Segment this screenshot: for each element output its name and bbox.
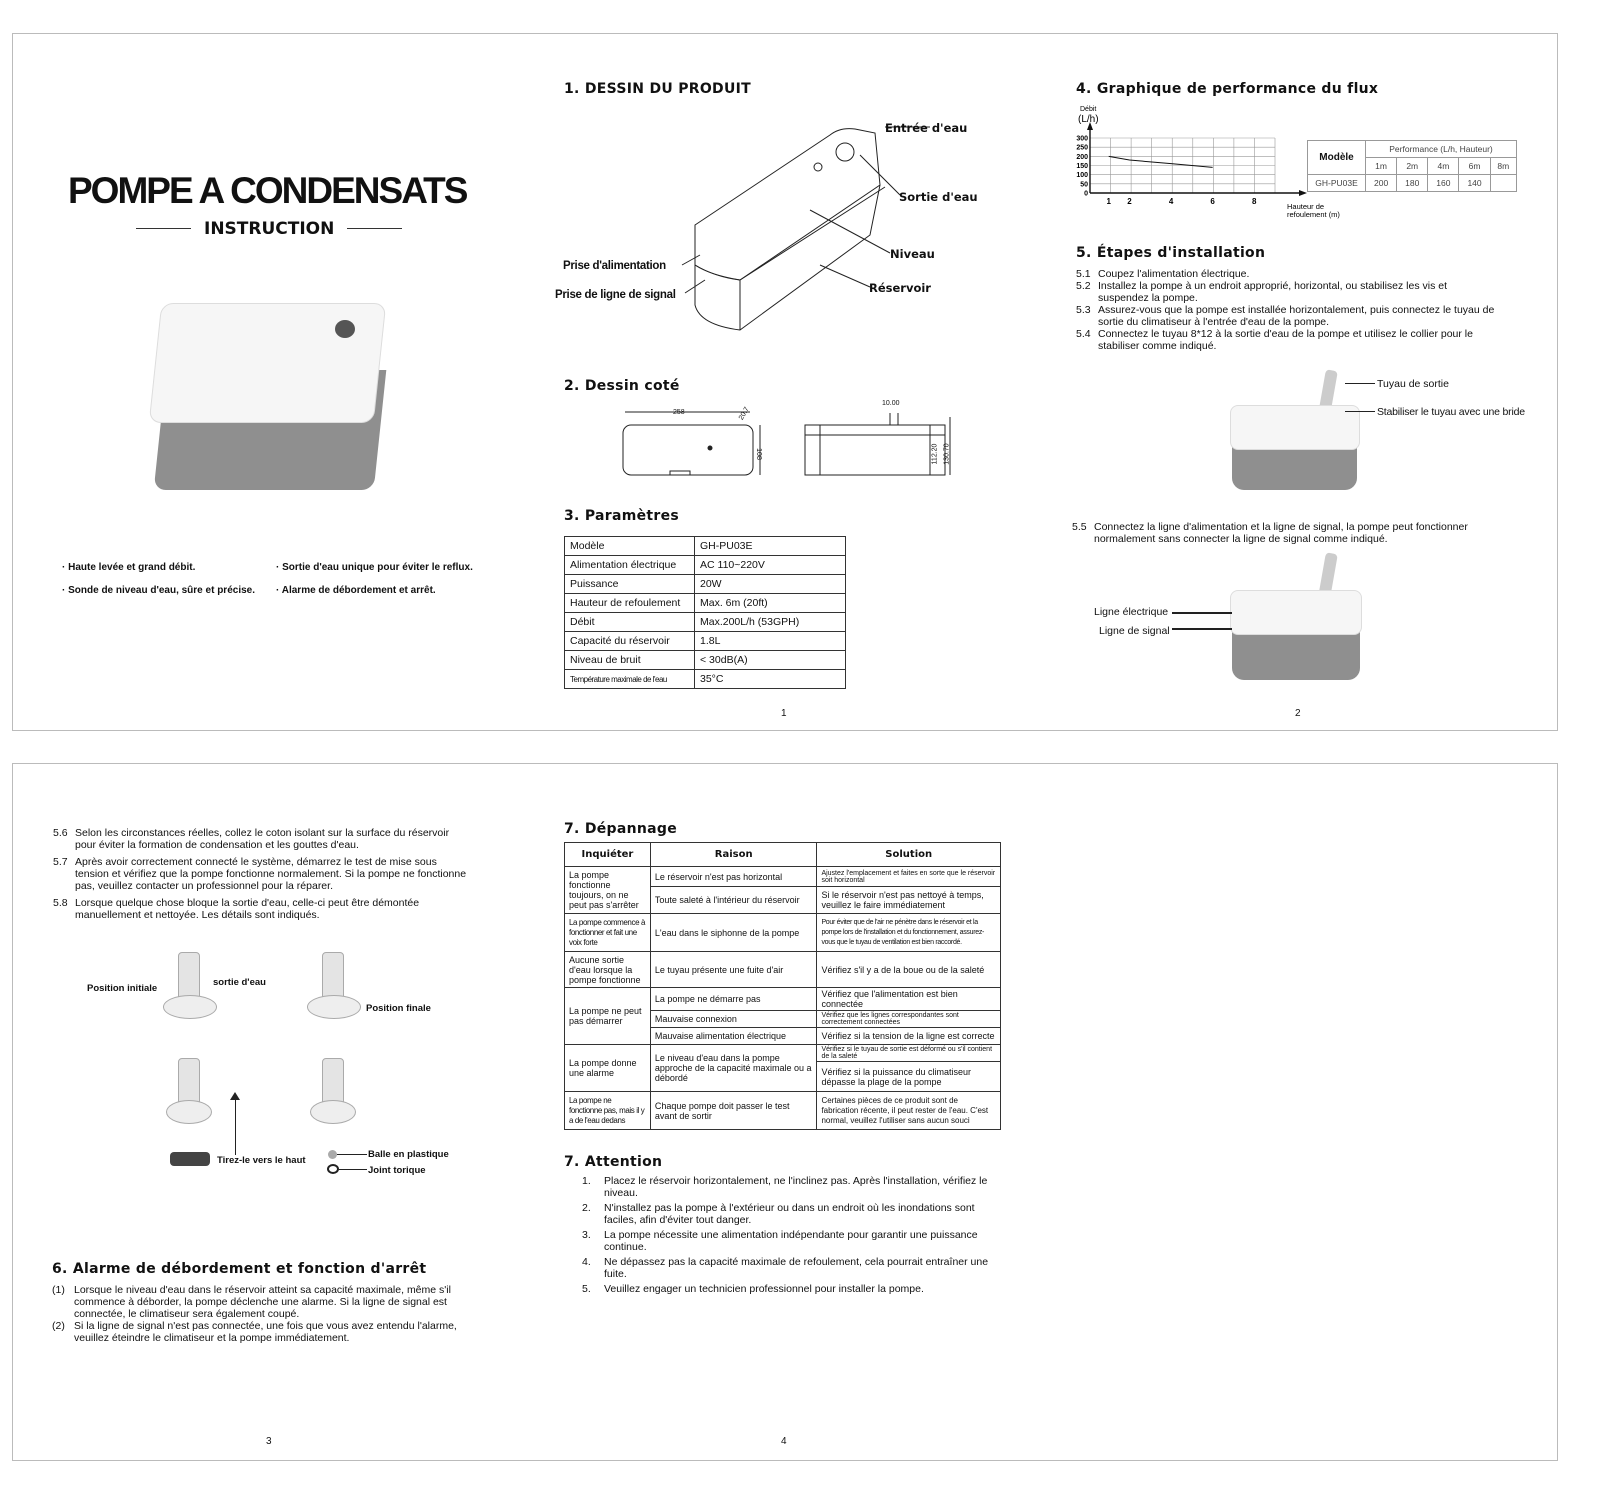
problem-cell: Aucune sortie d'eau lorsque la pompe fonctionne bbox=[565, 952, 651, 988]
feature: · Haute levée et grand débit. bbox=[62, 562, 196, 573]
solution-cell: Ajustez l'emplacement et faites en sorte que le réservoir soit horizontal bbox=[817, 867, 1001, 887]
item-number: 5.2 bbox=[1076, 280, 1091, 292]
height-cell: 2m bbox=[1397, 158, 1428, 175]
param-row bbox=[565, 651, 846, 670]
item-text: Assurez-vous que la pompe est installée horizontalement, puis connectez le tuyau de sortie du climatiseur à l'entrée d'eau de la pompe. bbox=[1098, 304, 1495, 328]
y-axis-label-unit: (L/h) bbox=[1078, 114, 1099, 125]
label-initial: Position initiale bbox=[87, 983, 158, 994]
section-title: 4. Graphique de performance du flux bbox=[1076, 81, 1379, 97]
y-tick-label: 0 bbox=[1084, 190, 1088, 198]
label-reservoir: Réservoir bbox=[869, 281, 931, 295]
param-name: Capacité du réservoir bbox=[565, 632, 695, 651]
label-final: Position finale bbox=[366, 1003, 431, 1014]
param-row bbox=[565, 594, 846, 613]
section-title: 2. Dessin coté bbox=[564, 378, 680, 394]
page-number: 4 bbox=[781, 1436, 787, 1447]
item-text: Veuillez engager un technicien professionnel pour installer la pompe. bbox=[604, 1283, 924, 1295]
item-text: Après avoir correctement connecté le système, démarrez le test de mise sous tension et vérifiez que la pompe fonctionne normalement. Si la pompe ne fonctionne pas, veuillez contacter un professionnel pour la réparer. bbox=[75, 856, 467, 892]
parameters-table bbox=[564, 536, 846, 689]
list-item bbox=[52, 1284, 492, 1320]
param-row bbox=[565, 537, 846, 556]
list-item bbox=[582, 1175, 1002, 1199]
col-header: Raison bbox=[650, 843, 817, 867]
label-outlet: Sortie d'eau bbox=[899, 190, 978, 204]
item-number: 1. bbox=[582, 1175, 591, 1187]
product-line-drawing bbox=[550, 115, 1000, 345]
item-number: 5.1 bbox=[1076, 268, 1091, 280]
item-text: Lorsque quelque chose bloque la sortie d'eau, celle-ci peut être démontée manuellement et nettoyée. Les détails sont indiqués. bbox=[75, 897, 420, 921]
label-power: Prise d'alimentation bbox=[563, 260, 666, 272]
list-item bbox=[582, 1229, 1002, 1253]
x-tick-label: 2 bbox=[1127, 197, 1132, 206]
x-tick-label: 6 bbox=[1210, 197, 1215, 206]
reason-cell: Le niveau d'eau dans la pompe approche de la capacité maximale ou a débordé bbox=[650, 1045, 817, 1092]
list-item bbox=[582, 1283, 1002, 1295]
x-axis-label-line2: refoulement (m) bbox=[1287, 210, 1340, 219]
y-axis-label-name: Débit bbox=[1080, 106, 1097, 113]
param-name: Modèle bbox=[565, 537, 695, 556]
x-tick-label: 4 bbox=[1168, 197, 1174, 206]
item-text: N'installez pas la pompe à l'extérieur ou dans un endroit où les inondations sont faciles, afin d'éviter tout danger. bbox=[604, 1202, 975, 1226]
page-number: 1 bbox=[781, 708, 787, 719]
dim: 112.20 bbox=[931, 443, 939, 465]
x-axis-label-line1: Hauteur de bbox=[1287, 202, 1325, 211]
list-item bbox=[582, 1256, 1002, 1280]
param-value: < 30dB(A) bbox=[695, 651, 846, 670]
param-name: Hauteur de refoulement bbox=[565, 594, 695, 613]
label-inlet: Entrée d'eau bbox=[885, 121, 968, 135]
feature: · Sonde de niveau d'eau, sûre et précise. bbox=[62, 585, 255, 596]
param-row bbox=[565, 613, 846, 632]
reason-cell: Toute saleté à l'intérieur du réservoir bbox=[650, 887, 817, 914]
item-number: (2) bbox=[52, 1320, 65, 1332]
height-cell: 4m bbox=[1428, 158, 1459, 175]
label-pipe: Tuyau de sortie bbox=[1377, 378, 1449, 390]
list-item bbox=[1076, 304, 1496, 328]
page-number: 3 bbox=[266, 1436, 272, 1447]
solution-cell: Vérifiez s'il y a de la boue ou de la saleté bbox=[817, 952, 1001, 988]
section-title: 3. Paramètres bbox=[564, 508, 680, 524]
y-tick-label: 200 bbox=[1076, 153, 1088, 161]
section-title: 7. Attention bbox=[564, 1154, 663, 1170]
item-number: 4. bbox=[582, 1256, 591, 1268]
item-text: Si la ligne de signal n'est pas connectée, une fois que vous avez entendu l'alarme, veuillez éteindre le climatiseur et la pompe immédiatement. bbox=[74, 1320, 457, 1344]
value-cell: 140 bbox=[1459, 175, 1490, 192]
height-cell: 8m bbox=[1490, 158, 1516, 175]
solution-cell: Vérifiez si la tension de la ligne est correcte bbox=[817, 1028, 1001, 1045]
value-cell bbox=[1490, 175, 1516, 192]
list-item bbox=[582, 1202, 1002, 1226]
item-number: 5.6 bbox=[53, 827, 68, 839]
y-tick-label: 300 bbox=[1076, 135, 1088, 143]
install-step: 5.5 Connectez la ligne d'alimentation et la ligne de signal, la pompe peut fonctionner normalement sans connecter la ligne de signal comme indiqué. bbox=[1072, 521, 1468, 545]
reason-cell: La pompe ne démarre pas bbox=[650, 988, 817, 1011]
item-number: 5.7 bbox=[53, 856, 68, 868]
list-item bbox=[53, 897, 473, 921]
dimension-drawing bbox=[610, 395, 960, 485]
model-cell: GH-PU03E bbox=[1308, 175, 1366, 192]
item-text: Ne dépassez pas la capacité maximale de refoulement, cela pourrait entraîner une fuite. bbox=[604, 1256, 989, 1280]
item-number: (1) bbox=[52, 1284, 65, 1296]
section-title: 5. Étapes d'installation bbox=[1076, 245, 1266, 261]
item-text: Installez la pompe à un endroit approprié, horizontal, ou stabilisez les vis et suspendez la pompe. bbox=[1098, 280, 1448, 304]
label-oring: Joint torique bbox=[368, 1165, 426, 1176]
x-tick-label: 1 bbox=[1106, 197, 1111, 206]
problem-cell: La pompe ne peut pas démarrer bbox=[565, 988, 651, 1045]
feature: · Alarme de débordement et arrêt. bbox=[276, 585, 436, 596]
item-number: 5. bbox=[582, 1283, 591, 1295]
value-cell: 200 bbox=[1366, 175, 1397, 192]
item-number: 2. bbox=[582, 1202, 591, 1214]
x-tick-label: 8 bbox=[1251, 197, 1257, 206]
reason-cell: Le tuyau présente une fuite d'air bbox=[650, 952, 817, 988]
performance-table bbox=[1307, 140, 1517, 192]
label-outlet: sortie d'eau bbox=[213, 977, 266, 988]
param-value: 1.8L bbox=[695, 632, 846, 651]
param-value: Max. 6m (20ft) bbox=[695, 594, 846, 613]
reason-cell: Le réservoir n'est pas horizontal bbox=[650, 867, 817, 887]
param-name: Débit bbox=[565, 613, 695, 632]
list-item bbox=[53, 856, 473, 892]
param-row bbox=[565, 556, 846, 575]
cover-subtitle: INSTRUCTION bbox=[204, 219, 335, 239]
solution-cell: Vérifiez si la puissance du climatiseur dépasse la plage de la pompe bbox=[817, 1062, 1001, 1092]
param-value: GH-PU03E bbox=[695, 537, 846, 556]
reason-cell: L'eau dans le siphonne de la pompe bbox=[650, 914, 817, 952]
dim: 20.7 bbox=[737, 406, 751, 422]
param-name: Température maximale de l'eau bbox=[565, 670, 695, 689]
param-name: Niveau de bruit bbox=[565, 651, 695, 670]
col-header: Inquiéter bbox=[565, 843, 651, 867]
section-title: 7. Dépannage bbox=[564, 821, 678, 837]
page-number: 2 bbox=[1295, 708, 1301, 719]
list-item bbox=[1076, 328, 1496, 352]
item-number: 3. bbox=[582, 1229, 591, 1241]
label-ball: Balle en plastique bbox=[368, 1149, 449, 1160]
dim: 108 bbox=[754, 448, 762, 460]
reason-cell: Mauvaise alimentation électrique bbox=[650, 1028, 817, 1045]
solution-cell: Si le réservoir n'est pas nettoyé à temps, veuillez le faire immédiatement bbox=[817, 887, 1001, 914]
feature: · Sortie d'eau unique pour éviter le reflux. bbox=[276, 562, 473, 573]
cover-title: POMPE A CONDENSATS bbox=[68, 170, 467, 211]
height-cell: 6m bbox=[1459, 158, 1490, 175]
model-header: Modèle bbox=[1308, 141, 1366, 175]
label-power-line: Ligne électrique bbox=[1094, 606, 1169, 618]
list-item bbox=[1076, 280, 1496, 304]
reason-cell: Chaque pompe doit passer le test avant de sortir bbox=[650, 1092, 817, 1130]
param-value: AC 110~220V bbox=[695, 556, 846, 575]
param-row bbox=[565, 575, 846, 594]
dim: 130.70 bbox=[943, 443, 951, 465]
label-clamp: Stabiliser le tuyau avec une bride bbox=[1377, 406, 1525, 418]
col-header: Solution bbox=[817, 843, 1001, 867]
y-tick-label: 250 bbox=[1076, 144, 1088, 152]
dim: 258 bbox=[673, 409, 685, 416]
item-text: La pompe nécessite une alimentation indépendante pour garantir une puissance continue. bbox=[604, 1229, 978, 1253]
perf-header: Performance (L/h, Hauteur) bbox=[1366, 141, 1517, 158]
label-signal-line: Ligne de signal bbox=[1099, 625, 1170, 637]
solution-cell: Pour éviter que de l'air ne pénètre dans le réservoir et la pompe lors de l'installation et du fonctionnement, assurez-vous que le tuyau de ventilation est bien raccordé. bbox=[817, 914, 1001, 952]
item-text: Lorsque le niveau d'eau dans le réservoir atteint sa capacité maximale, même s'il commence à déborder, la pompe déclenche une alarme. Si la ligne de signal est connectée, le climatiseur sera également coupé. bbox=[74, 1284, 451, 1320]
y-tick-label: 50 bbox=[1080, 181, 1088, 189]
height-cell: 1m bbox=[1366, 158, 1397, 175]
param-value: 35°C bbox=[695, 670, 846, 689]
label-pull: Tirez-le vers le haut bbox=[217, 1155, 306, 1166]
item-text: Connectez le tuyau 8*12 à la sortie d'eau de la pompe et utilisez le collier pour le stabiliser comme indiqué. bbox=[1098, 328, 1473, 352]
troubleshooting-table bbox=[564, 842, 1001, 1130]
section-title: 6. Alarme de débordement et fonction d'arrêt bbox=[52, 1261, 427, 1277]
param-row bbox=[565, 632, 846, 651]
item-number: 5.4 bbox=[1076, 328, 1091, 340]
y-tick-label: 150 bbox=[1076, 163, 1088, 170]
param-name: Puissance bbox=[565, 575, 695, 594]
param-row bbox=[565, 670, 846, 689]
section-title: 1. DESSIN DU PRODUIT bbox=[564, 81, 752, 97]
value-cell: 180 bbox=[1397, 175, 1428, 192]
item-number: 5.8 bbox=[53, 897, 68, 909]
param-value: Max.200L/h (53GPH) bbox=[695, 613, 846, 632]
problem-cell: La pompe fonctionne toujours, on ne peut pas s'arrêter bbox=[565, 867, 651, 914]
list-item bbox=[52, 1320, 492, 1344]
title-rule-left bbox=[136, 228, 191, 229]
solution-cell: Vérifiez que les lignes correspondantes sont correctement connectées bbox=[817, 1011, 1001, 1028]
param-name: Alimentation électrique bbox=[565, 556, 695, 575]
label-level: Niveau bbox=[890, 247, 935, 261]
list-item bbox=[53, 827, 473, 851]
label-signal: Prise de ligne de signal bbox=[555, 289, 676, 301]
solution-cell: Vérifiez si le tuyau de sortie est déformé ou s'il contient de la saleté bbox=[817, 1045, 1001, 1062]
solution-cell: Vérifiez que l'alimentation est bien connectée bbox=[817, 988, 1001, 1011]
solution-cell: Certaines pièces de ce produit sont de fabrication récente, il peut rester de l'eau. C'est normal, veuillez l'utiliser sans aucun souci bbox=[817, 1092, 1001, 1130]
list-item bbox=[1076, 268, 1496, 280]
dim: 10.00 bbox=[882, 400, 900, 407]
problem-cell: La pompe commence à fonctionner et fait une voix forte bbox=[565, 914, 651, 952]
problem-cell: La pompe ne fonctionne pas, mais il y a de l'eau dedans bbox=[565, 1092, 651, 1130]
x-axis-arrow bbox=[1299, 190, 1307, 196]
title-rule-right bbox=[347, 228, 402, 229]
item-text: Placez le réservoir horizontalement, ne l'inclinez pas. Après l'installation, vérifiez le niveau. bbox=[604, 1175, 988, 1199]
item-text: Coupez l'alimentation électrique. bbox=[1098, 268, 1250, 280]
item-number: 5.3 bbox=[1076, 304, 1091, 316]
y-tick-label: 100 bbox=[1076, 172, 1088, 180]
value-cell: 160 bbox=[1428, 175, 1459, 192]
param-value: 20W bbox=[695, 575, 846, 594]
problem-cell: La pompe donne une alarme bbox=[565, 1045, 651, 1092]
reason-cell: Mauvaise connexion bbox=[650, 1011, 817, 1028]
item-text: Selon les circonstances réelles, collez le coton isolant sur la surface du réservoir pour éviter la formation de condensation et les gouttes d'eau. bbox=[75, 827, 450, 851]
